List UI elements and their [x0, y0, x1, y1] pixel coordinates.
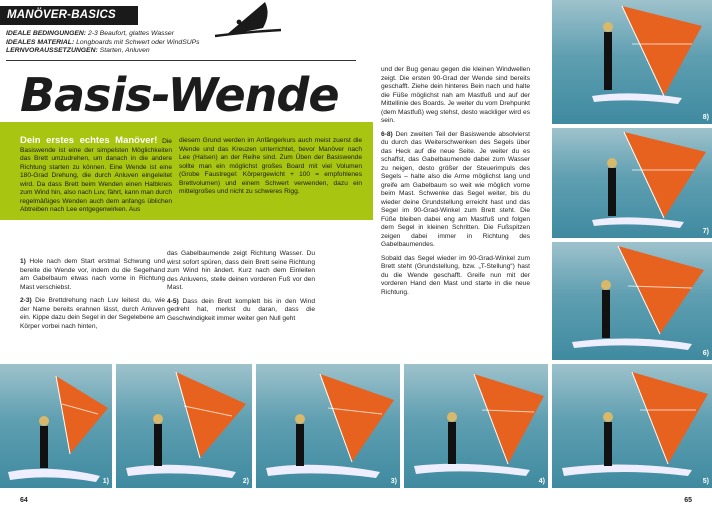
step-1-number: 1)	[20, 258, 26, 265]
step-2-3-number: 2-3)	[20, 297, 32, 304]
photo-label-3: 3)	[390, 478, 397, 485]
photo-step-5	[552, 364, 712, 488]
intro-col-2: diesem Grund werden im Anfängerkurs auch meist zuerst die Wende und das Kreuzen unterrichtet, bevor Manöver nach Lee (Halsen) an der Reihe sind. Zum Üben der Basiswende sollte man ein möglichst großes Board mit viel Volumen (Grobe Faustregel: Körpergewicht + 100 = empfohlenes Brettvolumen) und einem Schwert verwenden, dazu ein mittelgroßes und nicht zu schweres Rigg.	[179, 137, 362, 195]
step-4-5-text: Dass dein Brett komplett bis in den Wind gedreht hat, merkst du daran, dass die Geschwindigkeit immer weiter gen Null geht	[167, 297, 315, 322]
photo-step-1	[0, 364, 112, 488]
step-6-8-text: Den zweiten Teil der Basiswende absolvierst du durch das Weiterschwenken des Segels über das Heck auf die neue Seite. Je weiter du es schaffst, das Gabelbaumende dabei zum Wasser zu neigen, desto größer der Steuerimpuls des Segels – halte also die Arme möglichst lang und greife am Gabelbaum so weit wie möglich vorne beim Mast. Schwenke das Segel weiter, bis du wieder deine Grundstellung erreicht hast und das Segel im 90-Grad-Winkel zum Brett steht. Die Füße bleiben dabei eng am Mastfuß und folgen dem Segel in kleinen Schritten. Die Fußspitzen zeigen dabei immer in Richtung des Gabelbaumendes.	[381, 130, 530, 248]
photo-step-7	[552, 128, 712, 238]
page-title: Basis-Wende	[20, 68, 339, 122]
final-step-text: Sobald das Segel wieder im 90-Grad-Winkel zum Brett steht (Grundstellung, bzw. „T-Stellung“) hast du die Wende geschafft. Greife nun mit der vorderen Hand den Mast und starte in die neue Richtung.	[381, 254, 530, 296]
photo-step-4	[404, 364, 548, 488]
body-col-3	[381, 66, 530, 302]
intro-col-1	[20, 137, 172, 215]
photo-label-1: 1)	[102, 478, 109, 485]
intro-col-1-text: Die Basiswende ist eine der simpelsten Möglichkeiten das Brett umzudrehen, um danach in die andere Richtung starten zu können. Eine Wende ist eine 180-Grad Drehung, die durch Anluven eingeleitet wird. Da dass Brett beim Wenden einen Halbkreis zum Wind hin, also nach Luv, fährt, kann man durch regelmäßiges Wenden auch dem anfangs üblichen Abtreiben nach Lee entgegenwirken. Aus	[20, 138, 172, 213]
photo-step-2	[116, 364, 252, 488]
intro-lead: Dein erstes echtes Manöver!	[20, 135, 158, 146]
prerequisites-label: LERNVORAUSSETZUNGEN:	[6, 47, 98, 55]
ideal-material-value: Longboards mit Schwert oder WindSUPs	[76, 38, 200, 46]
page-number-left: 64	[20, 497, 28, 504]
section-tag: MANÖVER-BASICS	[0, 6, 138, 25]
step-4-5-continued: und der Bug genau gegen die kleinen Windwellen zeigt. Die ersten 90-Grad der Wende sind bereits geschafft. Ziehe dein hinteres Bein nach und halte die Füße möglichst nah am Mastfuß und auf der Mittellinie des Boards. Je weiter du vom Drehpunkt (dem Mastfuß) weg stehst, desto wackliger wird es sein.	[381, 66, 530, 124]
step-4-5-number: 4-5)	[167, 297, 179, 305]
step-2-3-continued: das Gabelbaumende zeigt Richtung Wasser. Du wirst sofort spüren, dass dein Brett seine Richtung zum Wind hin ändert. Kurz nach dem Einleiten des Anluvens, stelle deinen vorderen Fuß vor den Mast.	[167, 250, 315, 291]
prerequisites-value: Starten, Anluven	[99, 47, 150, 55]
photo-step-6	[552, 242, 712, 360]
body-col-2	[167, 250, 315, 328]
photo-label-7: 7)	[702, 228, 709, 235]
body-col-1	[20, 258, 165, 336]
step-6-8-number: 6-8)	[381, 130, 393, 138]
photo-label-4: 4)	[538, 478, 545, 485]
step-1-text: Hole nach dem Start erstmal Schwung und bereite die Wende vor, indem du die Segelhand am Gabelbaum etwas nach vorne in Richtung Mast verschiebst.	[20, 258, 165, 291]
header-divider	[6, 60, 356, 61]
photo-label-8: 8)	[702, 114, 709, 121]
conditions-block	[6, 30, 356, 56]
photo-label-5: 5)	[702, 478, 709, 485]
photo-step-3	[256, 364, 400, 488]
page-number-right: 65	[684, 497, 692, 504]
step-2-3-text: Die Brettdrehung nach Luv leitest du, wie der Name bereits erahnen lässt, durch Anluven ein. Kippe dazu dein Segel in der Segelebene am Körper vorbei nach hinten,	[20, 297, 165, 330]
photo-label-6: 6)	[702, 350, 709, 357]
ideal-conditions-value: 2-3 Beaufort, glattes Wasser	[87, 30, 174, 37]
photo-label-2: 2)	[242, 478, 249, 485]
intro-box	[0, 122, 373, 220]
ideal-material-label: IDEALES MATERIAL:	[6, 38, 75, 46]
ideal-conditions-label: IDEALE BEDINGUNGEN:	[6, 30, 87, 37]
photo-step-8	[552, 0, 712, 124]
